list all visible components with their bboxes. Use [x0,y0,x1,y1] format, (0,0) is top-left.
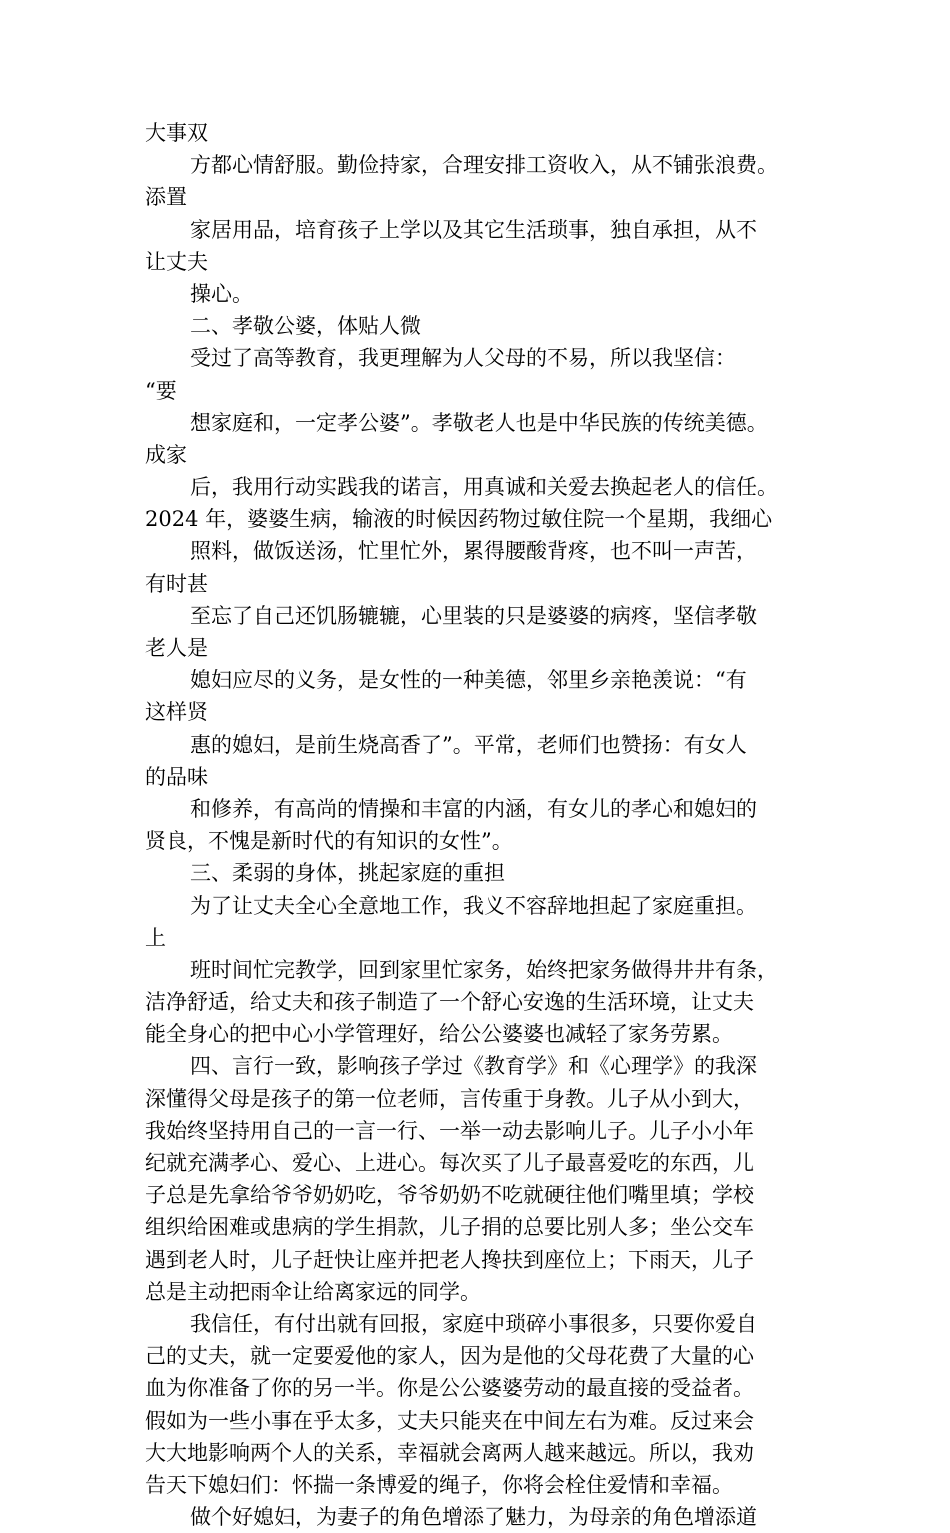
text-line: 媳妇应尽的义务，是女性的一种美德，邻里乡亲艳羡说：“有 [190,668,747,693]
text-line: 为了让丈夫全心全意地工作，我义不容辞地担起了家庭重担。 [190,893,757,918]
text-line: 大大地影响两个人的关系，幸福就会离两人越来越远。所以，我劝 [145,1440,754,1465]
text-line: 二、孝敬公婆，体贴人微 [190,314,421,339]
text-line: 惠的媳妇，是前生烧高香了”。平常，老师们也赞扬：有女人 [190,732,747,757]
text-line: 有时甚 [145,571,208,596]
text-line: 想家庭和，一定孝公婆”。孝敬老人也是中华民族的传统美德。 [190,410,768,435]
text-line: 班时间忙完教学，回到家里忙家务，始终把家务做得井井有条， [190,957,778,982]
text-line: 照料，做饭送汤，忙里忙外，累得腰酸背疼，也不叫一声苦， [190,539,757,564]
document-body [145,117,845,1533]
text-line: 子总是先拿给爷爷奶奶吃，爷爷奶奶不吃就硬往他们嘴里填；学校 [145,1183,754,1208]
text-line: 深懂得父母是孩子的第一位老师，言传重于身教。儿子从小到大， [145,1086,754,1111]
text-line: 操心。 [190,281,253,306]
text-line: 己的丈夫，就一定要爱他的家人，因为是他的父母花费了大量的心 [145,1344,754,1369]
text-line: 血为你准备了你的另一半。你是公公婆婆劳动的最直接的受益者。 [145,1376,754,1401]
text-line: 三、柔弱的身体，挑起家庭的重担 [190,861,505,886]
text-line: 纪就充满孝心、爱心、上进心。每次买了儿子最喜爱吃的东西，儿 [145,1151,754,1175]
text-line: 老人是 [145,636,208,660]
text-line: 这样贤 [145,700,208,725]
text-line: 组织给困难或患病的学生捐款，儿子捐的总要比别人多；坐公交车 [145,1215,754,1240]
text-line: 四、言行一致，影响孩子学过《教育学》和《心理学》的我深 [190,1054,757,1079]
text-line: 受过了高等教育，我更理解为人父母的不易，所以我坚信： [190,346,736,371]
text-line: 添置 [145,185,187,210]
text-line: 我信任，有付出就有回报，家庭中琐碎小事很多，只要你爱自 [190,1311,757,1336]
text-line: 2024 年，婆婆生病，输液的时候因药物过敏住院一个星期，我细心 [145,507,773,532]
text-line: 告天下媳妇们：怀揣一条博爱的绳子，你将会栓住爱情和幸福。 [145,1472,733,1497]
text-line: 我始终坚持用自己的一言一行、一举一动去影响儿子。儿子小小年 [145,1118,754,1143]
text-line: 能全身心的把中心小学管理好，给公公婆婆也减轻了家务劳累。 [145,1022,733,1047]
text-line: “要 [145,378,177,403]
text-line: 总是主动把雨伞让给离家远的同学。 [145,1279,481,1304]
text-line: 至忘了自己还饥肠辘辘，心里装的只是婆婆的病疼，坚信孝敬 [190,603,757,628]
text-line: 方都心情舒服。勤俭持家，合理安排工资收入，从不铺张浪费。 [190,153,778,178]
text-line: 贤良，不愧是新时代的有知识的女性”。 [145,829,513,854]
text-line: 让丈夫 [145,249,208,274]
text-line: 洁净舒适，给丈夫和孩子制造了一个舒心安逸的生活环境，让丈夫 [145,990,754,1015]
text-line: 家居用品，培育孩子上学以及其它生活琐事，独自承担，从不 [190,217,757,242]
text-line: 和修养，有高尚的情操和丰富的内涵，有女儿的孝心和媳妇的 [190,796,757,821]
text-line: 后，我用行动实践我的诺言，用真诚和关爱去换起老人的信任。 [190,475,778,500]
text-line: 假如为一些小事在乎太多，丈夫只能夹在中间左右为难。反过来会 [145,1408,754,1433]
text-line: 成家 [145,442,187,467]
text-line: 遇到老人时，儿子赶快让座并把老人搀扶到座位上；下雨天，儿子 [145,1247,754,1272]
text-line: 大事双 [145,121,208,145]
text-line: 做个好媳妇，为妻子的角色增添了魅力，为母亲的角色增添道 [190,1505,757,1530]
text-line: 的品味 [145,764,208,789]
text-line: 上 [145,925,166,950]
